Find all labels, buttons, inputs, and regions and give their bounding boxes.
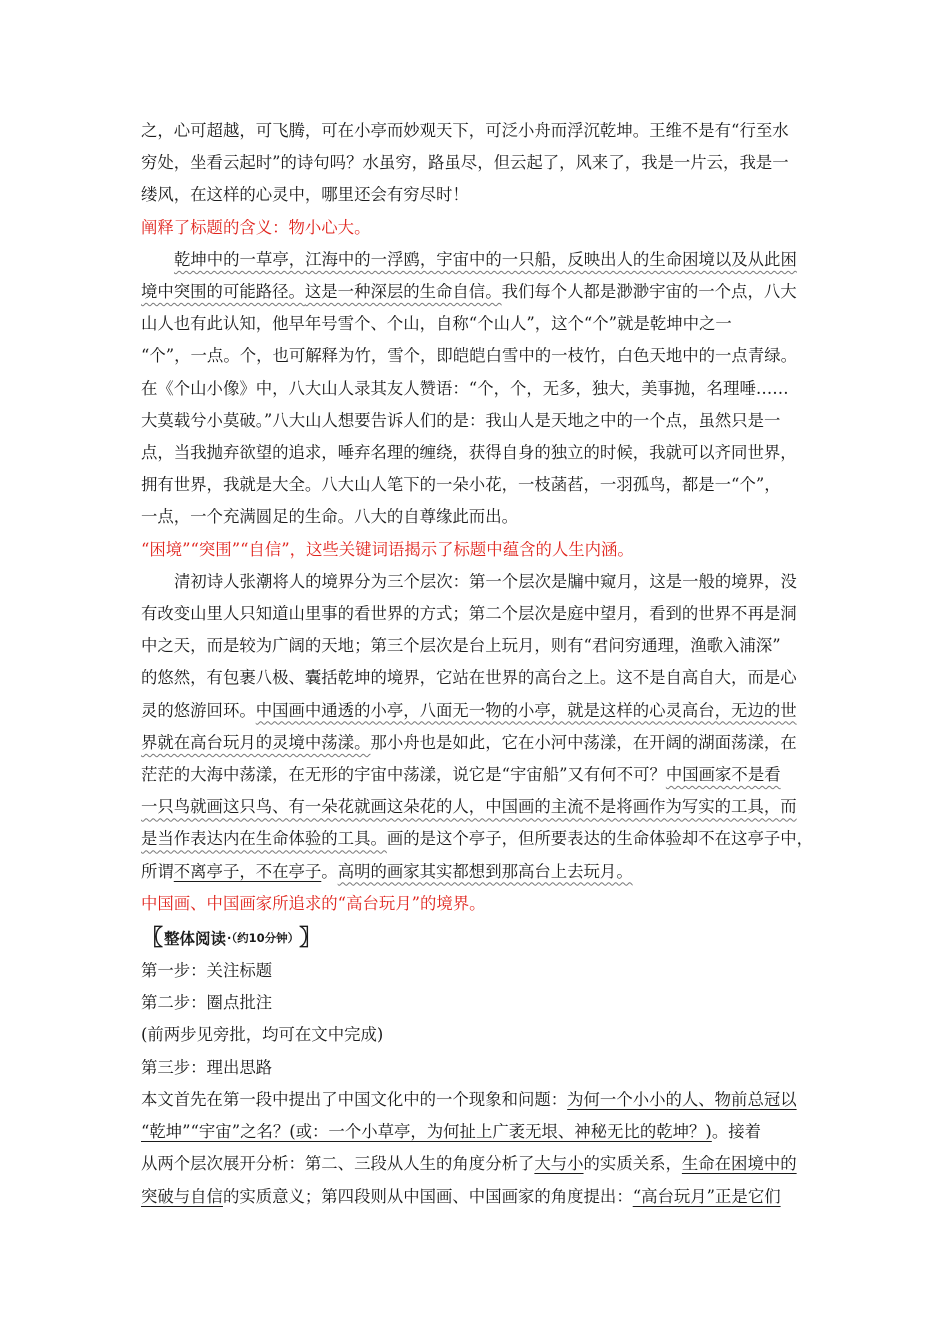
annotation-painting-realm: 中国画、中国画家所追求的“高台玩月”的境界。 bbox=[141, 893, 486, 913]
plain-text: 画的是这个亭子，但所要表达的生命体验却不在这亭子中， bbox=[386, 829, 814, 849]
plain-text: 所谓 bbox=[141, 861, 174, 881]
left-bracket-icon: 〖 bbox=[141, 925, 164, 952]
step-note: (前两步见旁批，均可在文中完成) bbox=[141, 1025, 384, 1045]
underlined-text: 大与小 bbox=[534, 1154, 584, 1174]
paragraph-3-line-1: 清初诗人张潮将人的境界分为三个层次：第一个层次是牖中窥月，这是一般的境界，没 bbox=[174, 571, 797, 591]
paragraph-1-line-1: 之，心可超越，可飞腾，可在小亭而妙观天下，可泛小舟而浮沉乾坤。王维不是有“行至水 bbox=[141, 121, 789, 140]
wavy-underline-text: 境中突围的可能路径。 bbox=[141, 282, 305, 302]
underlined-text: 为何一个小小的人、物前总冠以 bbox=[567, 1089, 797, 1109]
annotation-title-meaning: 阐释了标题的含义：物小心大。 bbox=[141, 217, 371, 237]
wavy-underline-text: 乾坤中的一草亭，江海中的一浮鸥，宇宙中的一只船，反映出人的生命困境以及从此困 bbox=[174, 249, 797, 269]
underlined-text: 生命在困境中的 bbox=[681, 1154, 797, 1174]
document-body bbox=[141, 115, 813, 1213]
paragraph-2-line-1 bbox=[141, 244, 813, 276]
paragraph-1-line-3: 缕风，在这样的心灵中，哪里还会有穷尽时！ bbox=[141, 185, 469, 205]
paragraph-3-line-3: 中之天，而是较为广阔的天地；第三个层次是台上玩月，则有“君问穷通理，渔歌入浦深” bbox=[141, 636, 781, 656]
underlined-text: 不离亭子，不在亭子 bbox=[173, 861, 322, 881]
step-3: 第三步：理出思路 bbox=[141, 1057, 273, 1077]
section-title: 整体阅读 bbox=[164, 930, 227, 949]
wavy-underline-text: 这是一种深层的生命自信。 bbox=[304, 282, 502, 302]
plain-text: 。 bbox=[321, 861, 338, 881]
plain-text: 茫茫的大海中荡漾，在无形的宇宙中荡漾，说它是“宇宙船”又有何不可？ bbox=[141, 765, 666, 785]
paragraph-2-line-9: 一点，一个充满圆足的生命。八大的自尊缘此而出。 bbox=[141, 507, 518, 527]
wavy-underline-text: 中国画中通透的小亭，八面无一物的小亭，就是这样的心灵高台，无边的世 bbox=[255, 700, 797, 720]
plain-text: 的实质意义；第四段则从中国画、中国画家的角度提出： bbox=[222, 1186, 633, 1206]
plain-text: 。接着 bbox=[711, 1122, 761, 1142]
paragraph-2-line-5: 在《个山小像》中，八大山人录其友人赞语：“个，个，无多，独大，美事抛，名理唾…… bbox=[141, 378, 789, 398]
right-bracket-icon: 〗 bbox=[299, 925, 322, 952]
plain-text: 的实质关系， bbox=[583, 1154, 682, 1174]
paragraph-3-line-6 bbox=[141, 727, 813, 759]
section-heading bbox=[141, 921, 813, 955]
paragraph-3-line-7 bbox=[141, 759, 813, 791]
paragraph-4-line-3 bbox=[141, 1148, 813, 1180]
wavy-underline-text: 高明的画家其实都想到那高台上去玩月。 bbox=[337, 861, 633, 881]
underlined-text: “高台玩月”正是它们 bbox=[632, 1186, 781, 1206]
paragraph-3-line-9 bbox=[141, 823, 813, 855]
wavy-underline-text: 是当作表达内在生命体验的工具。 bbox=[141, 829, 387, 849]
underlined-text: 突破与自信 bbox=[141, 1186, 223, 1206]
paragraph-4-line-2 bbox=[141, 1116, 813, 1148]
wavy-underline-text: 界就在高台玩月的灵境中荡漾。 bbox=[141, 732, 371, 752]
underlined-text: “乾坤”“宇宙”之名？(或：一个小草亭，为何扯上广袤无垠、神秘无比的乾坤？) bbox=[141, 1122, 712, 1142]
paragraph-2-line-3: 山人也有此认知，他早年号雪个、个山，自称“个山人”，这个“个”就是乾坤中之一 bbox=[141, 314, 732, 334]
paragraph-2-line-6: 大莫载兮小莫破。”八大山人想要告诉人们的是：我山人是天地之中的一个点，虽然只是一 bbox=[141, 410, 781, 430]
paragraph-4-line-4 bbox=[141, 1181, 813, 1213]
paragraph-2-line-7: 点，当我抛弃欲望的追求，唾弃名理的缠绕，获得自身的独立的时候，我就可以齐同世界， bbox=[141, 443, 797, 463]
paragraph-2-line-4: “个”，一点。个，也可解释为竹，雪个，即皑皑白雪中的一枝竹，白色天地中的一点青绿。 bbox=[141, 346, 797, 366]
paragraph-1-line-2: 穷处，坐看云起时”的诗句吗？水虽穷，路虽尽，但云起了，风来了，我是一片云，我是一 bbox=[141, 153, 789, 173]
step-2: 第二步：圈点批注 bbox=[141, 993, 273, 1013]
paragraph-3-line-10 bbox=[141, 856, 813, 888]
step-1: 第一步：关注标题 bbox=[141, 961, 273, 981]
annotation-keywords: “困境”“突围”“自信”，这些关键词语揭示了标题中蕴含的人生内涵。 bbox=[141, 539, 634, 559]
paragraph-3-line-4: 的悠然，有包裹八极、囊括乾坤的境界，它站在世界的高台之上。这不是自高自大，而是心 bbox=[141, 668, 797, 688]
section-subtitle: ·（约10分钟） bbox=[227, 931, 300, 946]
plain-text: 我们每个人都是渺渺宇宙的一个点，八大 bbox=[501, 282, 797, 302]
paragraph-4-line-1 bbox=[141, 1084, 813, 1116]
plain-text: 灵的悠游回环。 bbox=[141, 700, 256, 720]
paragraph-3-line-5 bbox=[141, 695, 813, 727]
paragraph-2-line-8: 拥有世界，我就是大全。八大山人笔下的一朵小花，一枝菡萏，一羽孤鸟，都是一“个”， bbox=[141, 475, 781, 495]
plain-text: 从两个层次展开分析：第二、三段从人生的角度分析了 bbox=[141, 1154, 535, 1174]
wavy-underline-text: 中国画家不是看 bbox=[665, 765, 781, 785]
paragraph-2-line-2 bbox=[141, 276, 813, 308]
plain-text: 那小舟也是如此，它在小河中荡漾，在开阔的湖面荡漾，在 bbox=[370, 732, 797, 752]
paragraph-3-line-8 bbox=[141, 791, 813, 823]
paragraph-3-line-2: 有改变山里人只知道山里事的看世界的方式；第二个层次是庭中望月，看到的世界不再是洞 bbox=[141, 604, 797, 624]
plain-text: 本文首先在第一段中提出了中国文化中的一个现象和问题： bbox=[141, 1089, 568, 1109]
wavy-underline-text: 一只鸟就画这只鸟、有一朵花就画这朵花的人，中国画的主流不是将画作为写实的工具，而 bbox=[141, 797, 797, 817]
